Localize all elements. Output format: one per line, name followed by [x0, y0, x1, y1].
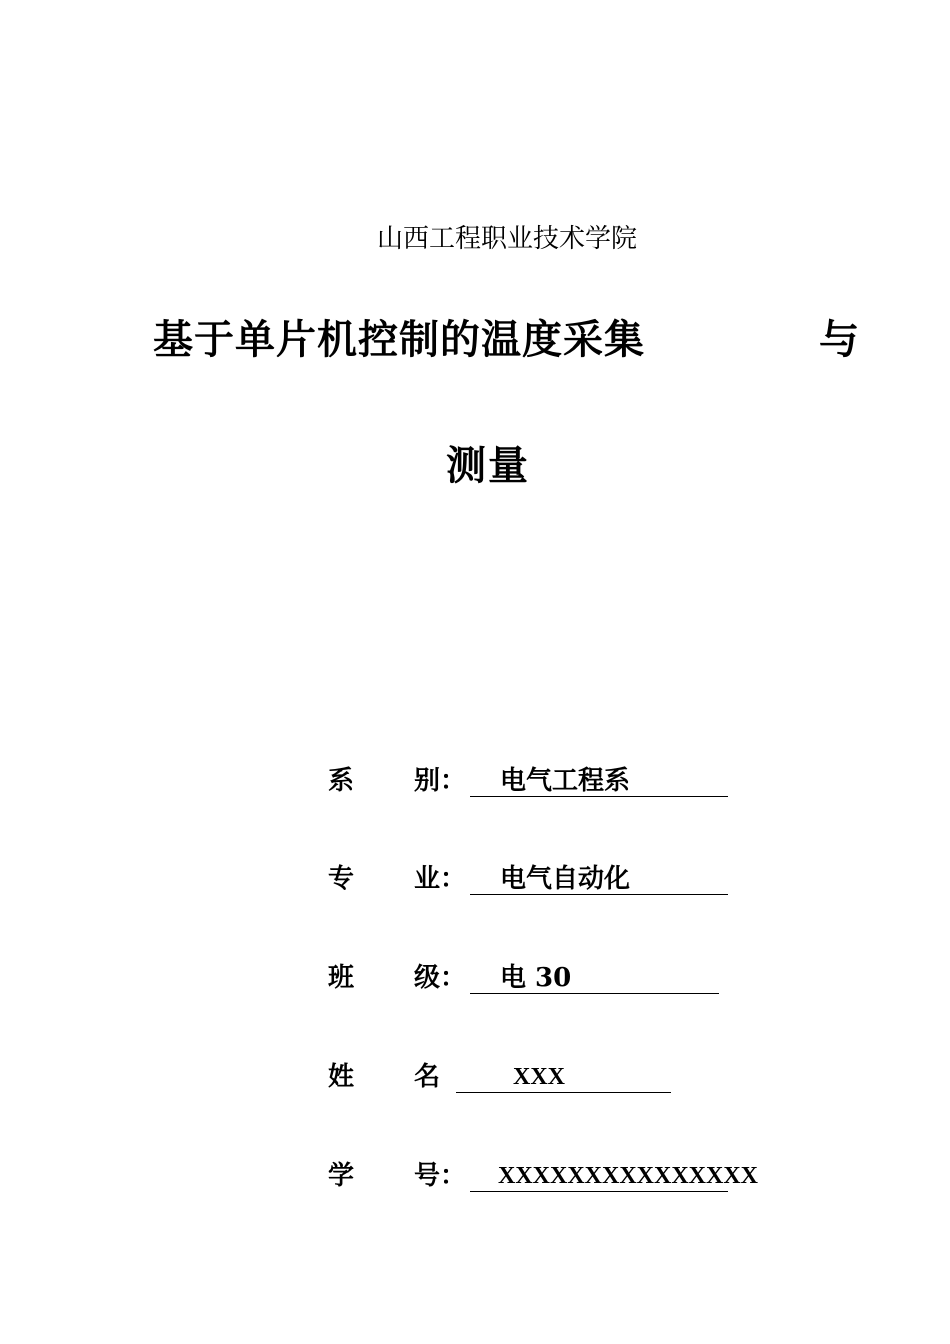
- student-id-value: XXXXXXXXXXXXXXX: [498, 1163, 758, 1189]
- student-id-label-char2: 号：: [414, 1161, 467, 1191]
- name-value: XXX: [513, 1064, 565, 1090]
- info-row-name: [0, 1060, 950, 1100]
- class-value: 电 30: [500, 963, 572, 993]
- department-label-char1: 系: [328, 766, 355, 796]
- name-label-char2: 名: [414, 1062, 441, 1092]
- info-row-department: [0, 764, 950, 804]
- department-label-char2: 别：: [414, 766, 467, 796]
- info-row-class: [0, 961, 950, 1001]
- thesis-title-part3: 测量: [446, 442, 530, 489]
- thesis-title-part1: 基于单片机控制的温度采集: [153, 316, 645, 363]
- major-label-char1: 专: [328, 864, 355, 894]
- info-row-major: [0, 862, 950, 902]
- thesis-title-part2: 与: [819, 316, 859, 363]
- student-id-label-char1: 学: [328, 1161, 355, 1191]
- name-label-char1: 姓: [328, 1062, 355, 1092]
- school-name: 山西工程职业技术学院: [376, 224, 637, 254]
- department-value: 电气工程系: [500, 766, 631, 796]
- major-value: 电气自动化: [500, 864, 631, 894]
- class-label-char2: 级：: [414, 963, 467, 993]
- class-label-char1: 班: [328, 963, 355, 993]
- major-label-char2: 业：: [414, 864, 467, 894]
- info-row-student-id: [0, 1159, 950, 1199]
